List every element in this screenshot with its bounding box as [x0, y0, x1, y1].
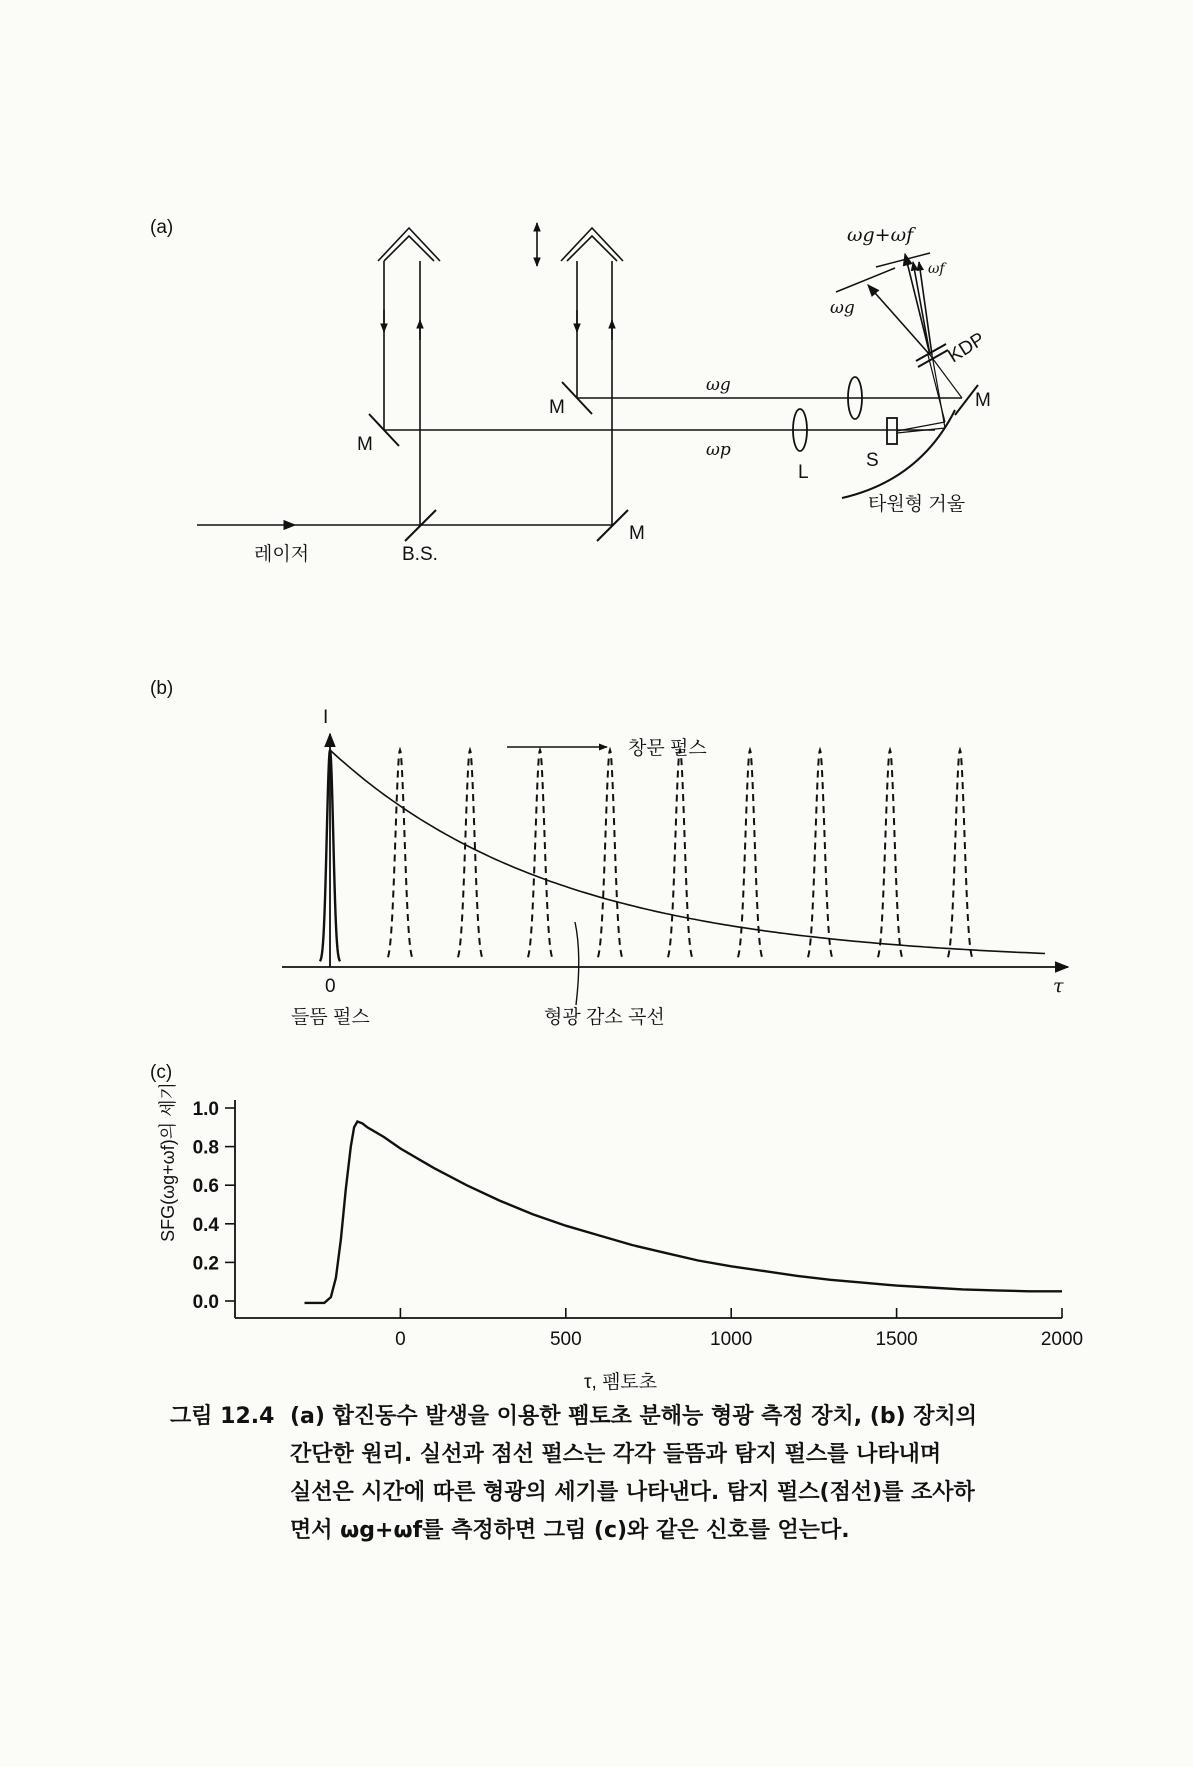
panel-c [150, 1062, 1083, 1393]
label-decay-curve: 형광 감소 곡선 [544, 1007, 665, 1028]
label-origin: 0 [325, 976, 336, 997]
label-omega-p-beam: ωp [706, 440, 731, 460]
caption-line-4: 면서 ωg+ωf를 측정하면 그림 (c)와 같은 신호를 얻는다. [290, 1518, 850, 1543]
sample-s [887, 418, 897, 444]
label-window-pulse: 창문 펄스 [628, 738, 707, 759]
gate-pulse-6 [738, 750, 762, 957]
gate-pulse-5 [668, 750, 692, 957]
caption-figure-number: 그림 12.4 [170, 1404, 275, 1429]
label-kdp: KDP [944, 328, 989, 368]
decay-pointer [575, 922, 579, 1005]
gate-pulse-8 [878, 750, 902, 957]
chart-title: (c) [150, 1062, 173, 1083]
label-omega-g-beam: ωg [706, 375, 731, 395]
gate-pulse-2 [458, 750, 482, 957]
gate-pulse-7 [808, 750, 832, 957]
label-pump-pulse: 들뜸 펄스 [291, 1007, 370, 1028]
label-mirror-middle: M [549, 397, 565, 418]
chart-y-tick-label: 0.4 [192, 1214, 219, 1236]
retroreflector-middle [561, 228, 623, 261]
chart-x-tick-label: 2000 [1040, 1329, 1084, 1350]
label-mirror-left: M [357, 434, 373, 455]
panel-a [150, 217, 991, 565]
chart-y-tick-label: 0.0 [192, 1292, 219, 1313]
fluorescence-decay-curve [330, 750, 1045, 954]
chart-frame [235, 1100, 1062, 1318]
chart-y-tick-label: 1.0 [192, 1099, 219, 1120]
label-omega-sum: ωg+ωf [847, 224, 914, 246]
label-mirror-bottom: M [629, 523, 645, 544]
caption-line-1: (a) 합진동수 발생을 이용한 펨토초 분해능 형광 측정 장치, (b) 장치의 [290, 1404, 978, 1429]
kdp-crystal-a [918, 350, 948, 367]
chart-x-tick-label: 500 [549, 1329, 582, 1350]
gate-pulse-9 [948, 750, 972, 957]
gate-pulses [388, 750, 972, 957]
gate-pulse-3 [528, 750, 552, 957]
chart-y-label: SFG(ωg+ωf)의 세기 [158, 1082, 178, 1242]
label-elliptical-mirror: 타원형 거울 [868, 494, 966, 515]
caption-line-2: 간단한 원리. 실선과 점선 펄스는 각각 들뜸과 탐지 펄스를 나타내며 [290, 1442, 942, 1467]
label-lens-l: L [798, 462, 809, 483]
chart-y-tick-label: 0.2 [192, 1253, 219, 1275]
caption-line-1-wrap [170, 1404, 977, 1429]
chart-y-tick-label: 0.6 [192, 1176, 219, 1198]
label-mirror-right: M [975, 390, 991, 411]
chart-x-tick-label: 1000 [710, 1329, 753, 1350]
wavefront-g [836, 268, 895, 292]
retroreflector-middle-inner [567, 236, 617, 261]
label-sample-s: S [866, 450, 879, 471]
panel-b-label: (b) [150, 678, 174, 699]
panel-b [150, 678, 1068, 1028]
chart-y-tick-label: 0.8 [192, 1137, 219, 1159]
chart-series-line [305, 1122, 1063, 1303]
label-omega-g-top: ωg [830, 298, 855, 318]
retroreflector-left-inner [384, 236, 434, 261]
panel-a-label: (a) [150, 217, 174, 238]
label-laser: 레이저 [254, 544, 310, 565]
figure-caption [170, 1398, 1070, 1550]
label-beam-splitter: B.S. [402, 544, 438, 565]
label-omega-f: ωf [928, 261, 945, 277]
gate-pulse-1 [388, 750, 412, 957]
chart-x-ticks [395, 1308, 1083, 1350]
chart-x-label: τ, 펨토초 [584, 1372, 658, 1393]
chart-y-ticks [193, 1099, 235, 1313]
axis-i-label: I [323, 707, 329, 728]
caption-line-3: 실선은 시간에 따른 형광의 세기를 나타낸다. 탐지 펄스(점선)를 조사하 [290, 1480, 975, 1505]
wavefront-sum [876, 253, 930, 267]
gate-pulse-4 [598, 750, 622, 957]
retroreflector-left [378, 228, 440, 261]
chart-x-tick-label: 0 [395, 1329, 406, 1350]
chart-x-tick-label: 1500 [875, 1329, 918, 1350]
label-tau: τ [1053, 975, 1064, 997]
